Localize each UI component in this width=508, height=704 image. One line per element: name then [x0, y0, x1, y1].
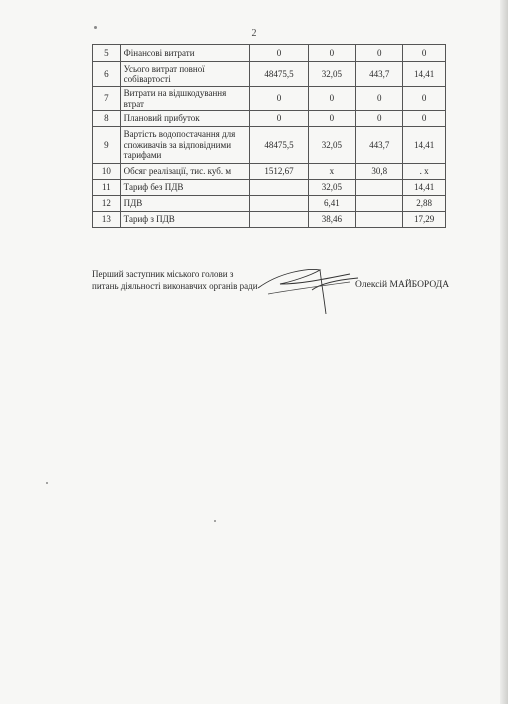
row-name: Вартість водопостачання для споживачів за відповідними тарифами [120, 127, 249, 164]
row-number: 8 [93, 111, 121, 127]
signatory-position [92, 268, 258, 292]
tariff-table [92, 44, 446, 228]
table-row [93, 111, 446, 127]
row-name: Витрати на відшкодування втрат [120, 87, 249, 111]
cell-per-unit-2: 0 [403, 111, 446, 127]
row-number: 7 [93, 87, 121, 111]
cell-per-unit-1: 0 [308, 111, 355, 127]
cell-total-2: 443,7 [356, 62, 403, 87]
table-row [93, 212, 446, 228]
cell-total-2 [356, 180, 403, 196]
cell-total [250, 180, 309, 196]
cell-per-unit-2: 2,88 [403, 196, 446, 212]
scan-page-edge [500, 0, 508, 704]
row-number: 12 [93, 196, 121, 212]
row-name: Фінансові витрати [120, 45, 249, 62]
cell-per-unit-2: 0 [403, 87, 446, 111]
row-number: 5 [93, 45, 121, 62]
row-name: Обсяг реалізації, тис. куб. м [120, 164, 249, 180]
cell-total-2: 0 [356, 111, 403, 127]
cell-total: 0 [250, 87, 309, 111]
scan-speck [94, 26, 97, 29]
cell-total: 48475,5 [250, 127, 309, 164]
table-row [93, 180, 446, 196]
cell-total-2: 30,8 [356, 164, 403, 180]
cell-per-unit-2: 14,41 [403, 62, 446, 87]
cell-per-unit-1: 38,46 [308, 212, 355, 228]
cell-per-unit-2: 17,29 [403, 212, 446, 228]
row-name: Тариф без ПДВ [120, 180, 249, 196]
scan-speck [46, 482, 48, 484]
cell-total: 0 [250, 45, 309, 62]
table-row [93, 127, 446, 164]
table-row [93, 45, 446, 62]
cell-per-unit-1: 0 [308, 45, 355, 62]
cell-total-2: 0 [356, 87, 403, 111]
table-row [93, 62, 446, 87]
cell-per-unit-1: 32,05 [308, 127, 355, 164]
cell-total-2: 443,7 [356, 127, 403, 164]
row-number: 9 [93, 127, 121, 164]
scan-speck [214, 520, 216, 522]
row-number: 13 [93, 212, 121, 228]
cell-total [250, 196, 309, 212]
row-name: Плановий прибуток [120, 111, 249, 127]
cell-total: 48475,5 [250, 62, 309, 87]
cell-per-unit-2: 14,41 [403, 127, 446, 164]
cell-total-2 [356, 212, 403, 228]
cell-total-2 [356, 196, 403, 212]
cell-per-unit-2: . х [403, 164, 446, 180]
cell-total [250, 212, 309, 228]
table-row [93, 164, 446, 180]
cell-per-unit-2: 14,41 [403, 180, 446, 196]
handwritten-signature [250, 250, 370, 320]
cell-total: 1512,67 [250, 164, 309, 180]
table-row [93, 87, 446, 111]
cell-per-unit-1: х [308, 164, 355, 180]
page-number: 2 [251, 28, 257, 39]
row-name: Усього витрат повної собівартості [120, 62, 249, 87]
cell-per-unit-1: 32,05 [308, 62, 355, 87]
cell-per-unit-1: 0 [308, 87, 355, 111]
row-number: 11 [93, 180, 121, 196]
cell-per-unit-2: 0 [403, 45, 446, 62]
cell-total-2: 0 [356, 45, 403, 62]
cell-per-unit-1: 6,41 [308, 196, 355, 212]
position-line-1: Перший заступник міського голови з [92, 269, 234, 279]
signatory-name: Олексій МАЙБОРОДА [355, 280, 450, 290]
cell-per-unit-1: 32,05 [308, 180, 355, 196]
cell-total: 0 [250, 111, 309, 127]
row-name: ПДВ [120, 196, 249, 212]
table-row [93, 196, 446, 212]
row-number: 6 [93, 62, 121, 87]
position-line-2: питань діяльності виконавчих органів ради [92, 281, 258, 291]
row-number: 10 [93, 164, 121, 180]
row-name: Тариф з ПДВ [120, 212, 249, 228]
